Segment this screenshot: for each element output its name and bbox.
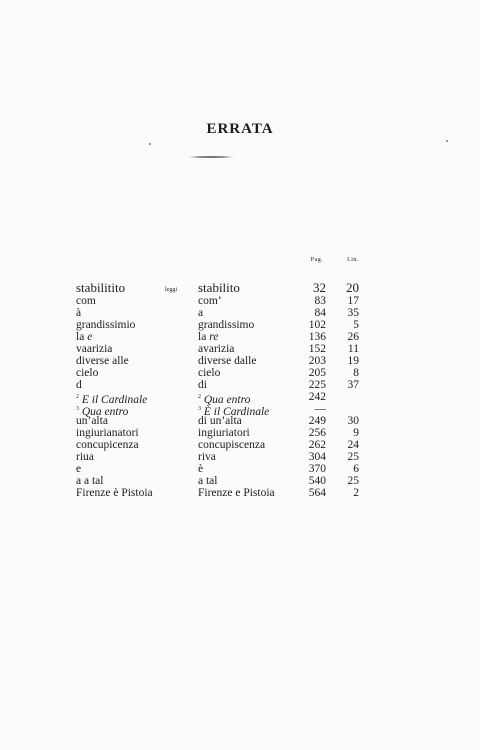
correct-text: riva <box>198 451 216 463</box>
page-number: — <box>314 403 326 415</box>
entry-italic: re <box>209 331 219 343</box>
page-number: 540 <box>308 475 326 487</box>
correct-text: di un’alta <box>198 415 242 427</box>
title-rule-ornament <box>189 156 233 158</box>
errata-row <box>0 331 480 343</box>
errata-row <box>0 367 480 379</box>
correct-text: cielo <box>198 367 221 379</box>
correct-text: diverse dalle <box>198 355 257 367</box>
page-number: 256 <box>308 427 326 439</box>
errata-table <box>0 281 480 499</box>
line-number: 25 <box>347 475 359 487</box>
wrong-text: à <box>76 307 82 319</box>
errata-row <box>0 343 480 355</box>
line-number: 30 <box>347 415 359 427</box>
page-number: 262 <box>308 439 326 451</box>
line-number: 9 <box>353 427 359 439</box>
correct-text: grandissimo <box>198 319 255 331</box>
errata-row <box>0 487 480 499</box>
line-number: 6 <box>353 463 359 475</box>
line-number: 17 <box>347 295 359 307</box>
page-number: 83 <box>314 295 326 307</box>
errata-row <box>0 463 480 475</box>
paper-speck <box>149 143 151 145</box>
column-header-lin: Lin. <box>347 257 359 263</box>
line-number: 19 <box>347 355 359 367</box>
errata-row <box>0 281 480 295</box>
correct-text: è <box>198 463 204 475</box>
footnote-marker: 3 <box>76 406 79 412</box>
page-number: 304 <box>308 451 326 463</box>
page-number: 136 <box>308 331 326 343</box>
wrong-text: stabilitito <box>76 280 126 295</box>
errata-row <box>0 439 480 451</box>
correct-text: a <box>198 307 204 319</box>
errata-row <box>0 427 480 439</box>
wrong-text: riua <box>76 451 94 463</box>
entry-italic: Qua entro <box>81 405 129 418</box>
wrong-text: concupicenza <box>76 439 139 451</box>
page-number: 84 <box>314 307 326 319</box>
wrong-text: ingiurianatori <box>76 427 139 439</box>
wrong-text: grandissimio <box>76 319 136 331</box>
entry-prefix: la <box>198 331 210 343</box>
wrong-text: diverse alle <box>76 355 129 367</box>
line-number: 11 <box>347 343 359 355</box>
wrong-text: a a tal <box>76 475 104 487</box>
errata-row <box>0 403 480 418</box>
footnote-marker: 2 <box>198 394 201 400</box>
page-number: 225 <box>308 379 326 391</box>
page-number: 152 <box>308 343 326 355</box>
correct-text: a tal <box>198 475 218 487</box>
entry-italic: E il Cardinale <box>81 393 148 406</box>
entry-italic: Qua entro <box>203 393 251 406</box>
errata-row <box>0 319 480 331</box>
page-number: 205 <box>308 367 326 379</box>
entry-italic: e <box>87 331 93 343</box>
entry-prefix: la <box>76 331 88 343</box>
page-number: 564 <box>308 487 326 499</box>
line-number: 35 <box>347 307 359 319</box>
wrong-text <box>76 331 92 343</box>
correct-text: stabilito <box>198 280 240 295</box>
errata-row <box>0 355 480 367</box>
correct-text: avarizia <box>198 343 235 355</box>
line-number: 24 <box>347 439 359 451</box>
correct-text: com’ <box>198 295 222 307</box>
page-number: 249 <box>308 415 326 427</box>
footnote-marker: 3 <box>198 406 201 412</box>
errata-row <box>0 451 480 463</box>
paper-speck <box>446 140 448 142</box>
wrong-text: e <box>76 463 82 475</box>
errata-row <box>0 415 480 427</box>
line-number: 26 <box>347 331 359 343</box>
correct-text: di <box>198 379 207 391</box>
errata-row <box>0 295 480 307</box>
line-number: 8 <box>353 367 359 379</box>
errata-row <box>0 307 480 319</box>
line-number: 20 <box>346 280 359 295</box>
wrong-text: d <box>76 379 82 391</box>
correct-text: ingiuriatori <box>198 427 250 439</box>
errata-title: ERRATA <box>206 121 274 137</box>
errata-row <box>0 391 480 406</box>
column-header-pag: Pag. <box>310 257 324 263</box>
footnote-marker: 2 <box>76 394 79 400</box>
page-number: 203 <box>308 355 326 367</box>
entry-italic: È il Cardinale <box>203 405 270 418</box>
line-number: 37 <box>347 379 359 391</box>
line-number: 25 <box>347 451 359 463</box>
page-number: 242 <box>308 391 326 403</box>
line-number: 5 <box>353 319 359 331</box>
correct-text <box>198 331 218 343</box>
wrong-text: Firenze è Pistoia <box>76 487 153 499</box>
wrong-text: cielo <box>76 367 99 379</box>
leggi-label: leggi <box>165 287 177 293</box>
wrong-text: vaarizia <box>76 343 113 355</box>
page-number: 102 <box>308 319 326 331</box>
line-number: 2 <box>353 487 359 499</box>
wrong-text: com <box>76 295 96 307</box>
errata-row <box>0 475 480 487</box>
correct-text: concupiscenza <box>198 439 266 451</box>
page-number: 32 <box>313 280 326 295</box>
wrong-text: un’alta <box>76 415 108 427</box>
correct-text: Firenze e Pistoia <box>198 487 275 499</box>
page-number: 370 <box>308 463 326 475</box>
errata-row <box>0 379 480 391</box>
